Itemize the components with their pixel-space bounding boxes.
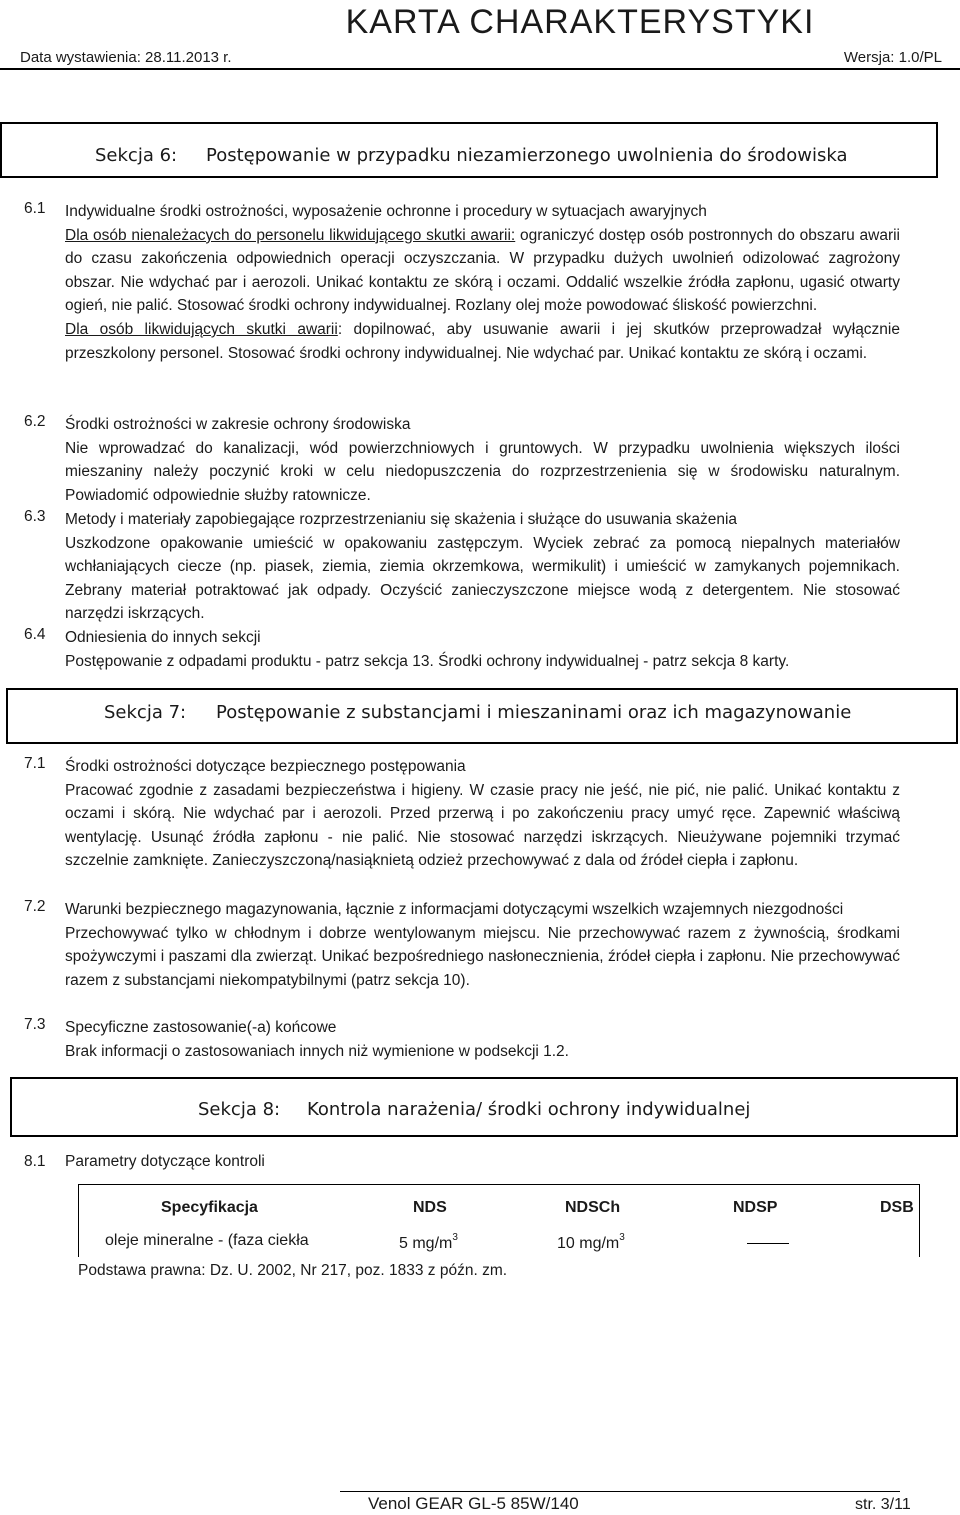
page-number: str. 3/11 [855,1496,911,1513]
subsection-6-3-text: Uszkodzone opakowanie umieścić w opakowaniu zastępczym. Wyciek zebrać za pomocą niepalnych materiałów wchłaniających ciecze (np. piasek, ziemia, ziemia okrzemkowa, wermikulit) i umieścić w zamykanych pojemnikach. Zebrany materiał potraktować jak odpady. Oczyścić zanieczyszczone miejsce wodą z detergentem. Nie stosować narzędzi iskrzących. [65,534,900,623]
table-header-ndsch: NDSCh [565,1199,621,1216]
nonemergency-label: Dla osób nienależacych do personelu likwidującego skutki awarii: [65,226,516,244]
subsection-6-1-responders [65,318,900,365]
nds-unit-exponent: 3 [452,1232,458,1243]
ndsch-unit-exponent: 3 [619,1232,625,1243]
subsection-7-2-text: Przechowywać tylko w chłodnym i dobrze wentylowanym miejscu. Nie przechowywać razem z żywnością, środkami spożywczymi i paszami dla zwierząt. Unikać bezpośredniego nasłonecznienia, źródeł ciepła i zapłonu. Nie przechowywać razem z substancjami niekompatybilnymi (patrz sekcja 10). [65,924,900,989]
subsection-6-1-nonemergency [65,224,900,318]
subsection-7-3 [65,1016,900,1063]
nonemergency-text: ograniczyć dostęp osób postronnych do obszaru awarii do czasu zakończenia odpowiednich operacji oczyszczania. W przypadku dużych uwolnień odizolować zagrożony obszar. Nie wdychać par i aerozoli. Unikać kontaktu ze skórą i oczami. Oddalić wszelkie źródła zapłonu, ugasić otwarty ogień, nie palić. Stosować środki ochrony indywidualnej. Rozlany olej może powodować śliskość powierzchni. [65,226,900,315]
legal-basis: Podstawa prawna: Dz. U. 2002, Nr 217, poz. 1833 z późn. zm. [78,1262,508,1279]
subsection-6-3-heading: Metody i materiały zapobiegające rozprzestrzenianiu się skażenia i służące do usuwania skażenia [65,511,738,528]
responders-label: Dla osób likwidujących skutki awarii [65,320,338,338]
exposure-limits-table [78,1184,920,1257]
section-8-label: Sekcja 8: [198,1099,281,1120]
responders-text: : dopilnować, aby usuwanie awarii i jej skutków przeprowadzał wyłącznie przeszkolony personel. Stosować środki ochrony indywidualnej. Nie wdychać par. Unikać kontaktu ze skórą i oczami. [65,320,900,362]
subsection-7-1-text: Pracować zgodnie z zasadami bezpieczeństwa i higieny. W czasie pracy nie jeść, nie pić, nie palić. Unikać kontaktu z oczami i skórą. Nie wdychać par i aerozoli. Przed przerwą i po zakończeniu pracy umyć ręce. Zapewnić właściwą wentylację. Usunąć źródła zapłonu - nie palić. Nie stosować narzędzi iskrzących. Nieużywane pojemniki trzymać szczelnie zamknięte. Zanieczyszczoną/nasiąknietą odzież przechowywać z dala od źródeł ciepła i zapłonu. [65,781,900,870]
section-6-label: Sekcja 6: [95,145,178,166]
table-header-ndsp: NDSP [733,1199,778,1216]
subsection-7-3-text: Brak informacji o zastosowaniach innych niż wymienione w podsekcji 1.2. [65,1042,569,1060]
table-cell-ndsp-dash [747,1243,789,1244]
document-title: KARTA CHARAKTERYSTYKI [345,3,815,41]
subsection-7-2-heading: Warunki bezpiecznego magazynowania, łącznie z informacjami dotyczącymi wszelkich wzajemnych niezgodności [65,901,844,918]
table-cell-nds: 5 $mg/m^3$ [399,1232,458,1252]
table-header-spec: Specyfikacja [161,1199,258,1216]
table-header-nds: NDS [413,1199,447,1216]
subsection-6-2-heading: Środki ostrożności w zakresie ochrony środowiska [65,416,411,433]
section-8-title: Kontrola narażenia/ środki ochrony indywidualnej [307,1099,751,1120]
footer-rule [340,1491,900,1492]
table-header-dsb: DSB [880,1199,914,1216]
header-rule [0,68,960,70]
issue-date: Data wystawienia: 28.11.2013 r. [20,49,232,66]
subsection-6-3 [65,508,900,626]
section-7-title: Postępowanie z substancjami i mieszaninami oraz ich magazynowanie [216,702,852,723]
product-name: Venol GEAR GL-5 85W/140 [368,1494,579,1513]
subsection-8-1-heading: Parametry dotyczące kontroli [65,1153,265,1170]
subsection-6-4 [65,626,900,673]
subsection-8-1-number: 8.1 [24,1153,46,1170]
subsection-6-2 [65,413,900,507]
subsection-6-4-text: Postępowanie z odpadami produktu - patrz sekcja 13. Środki ochrony indywidualnej - patrz sekcja 8 karty. [65,652,790,670]
subsection-7-2-number: 7.2 [24,898,46,915]
subsection-6-2-number: 6.2 [24,413,46,430]
subsection-6-2-text: Nie wprowadzać do kanalizacji, wód powierzchniowych i gruntowych. W przypadku uwolnienia większych ilości mieszaniny należy poczynić kroki w celu niedopuszczenia do rozprzestrzenienia się w środowisku naturalnym. Powiadomić odpowiednie służby ratownicze. [65,439,900,504]
document-version: Wersja: 1.0/PL [843,49,942,66]
subsection-7-1 [65,755,900,873]
subsection-7-3-heading: Specyficzne zastosowanie(-a) końcowe [65,1019,337,1036]
subsection-6-3-number: 6.3 [24,508,46,525]
subsection-7-1-heading: Środki ostrożności dotyczące bezpiecznego postępowania [65,758,466,775]
subsection-6-1 [65,200,900,365]
subsection-6-4-number: 6.4 [24,626,46,643]
section-6-title: Postępowanie w przypadku niezamierzonego uwolnienia do środowiska [206,145,848,166]
subsection-6-4-heading: Odniesienia do innych sekcji [65,629,261,646]
subsection-6-1-number: 6.1 [24,200,46,217]
subsection-7-3-number: 7.3 [24,1016,46,1033]
subsection-6-1-heading: Indywidualne środki ostrożności, wyposażenie ochronne i procedury w sytuacjach awaryjnych [65,203,707,220]
section-7-label: Sekcja 7: [104,702,187,723]
subsection-7-2 [65,898,900,992]
subsection-7-1-number: 7.1 [24,755,46,772]
table-cell-ndsch: 10 $mg/m^3$ [557,1232,625,1252]
table-cell-substance: oleje mineralne - (faza ciekła [105,1232,309,1249]
